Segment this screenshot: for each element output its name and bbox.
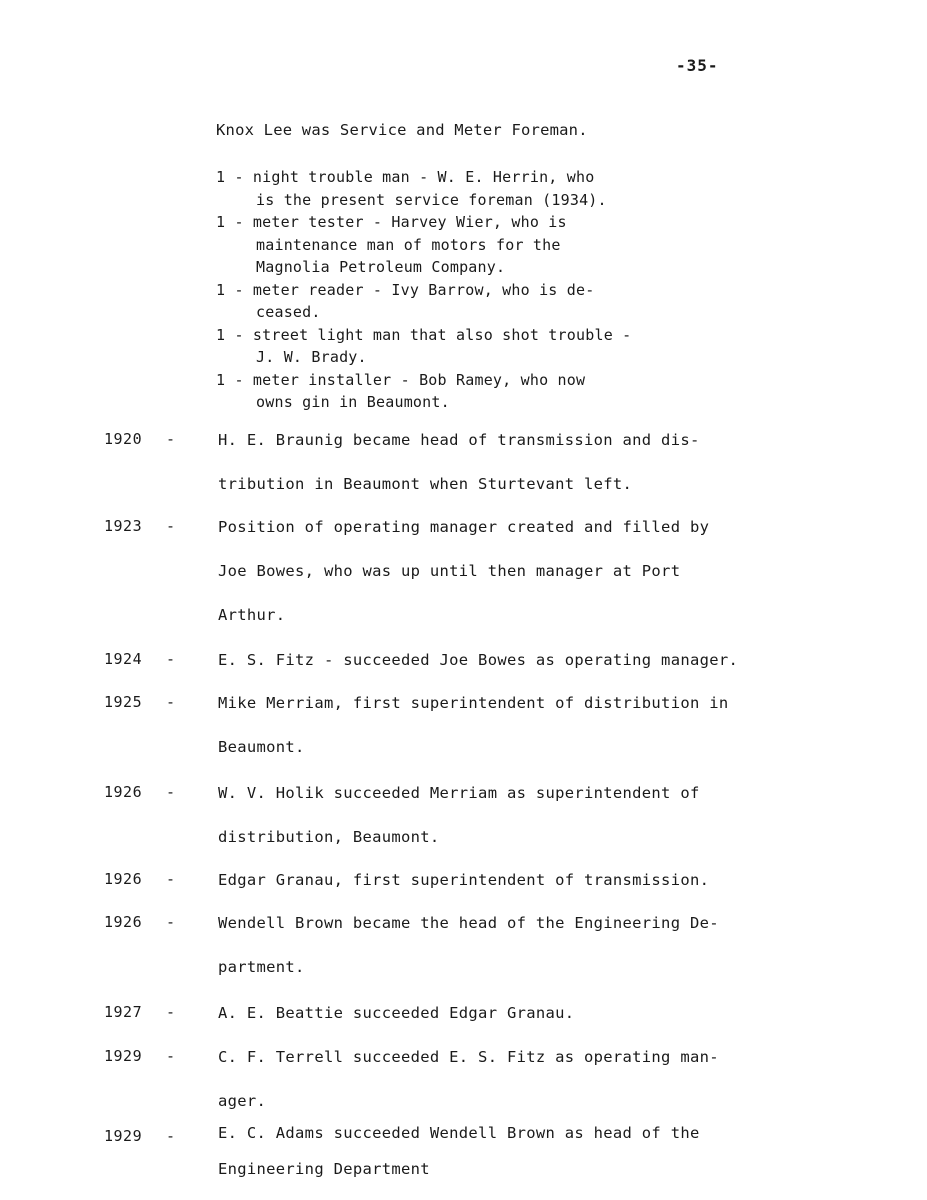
entry-text: Position of operating manager created and filled by Joe Bowes, who was up until then manager at Port Arthur. <box>218 518 710 624</box>
staff-item-continuation: Magnolia Petroleum Company. <box>256 258 506 276</box>
entry-dash: - <box>166 1127 176 1145</box>
entry-text: C. F. Terrell succeeded E. S. Fitz as operating man- ager. <box>218 1048 719 1110</box>
staff-item-line: 1 - meter tester - Harvey Wier, who is <box>216 213 567 231</box>
entry-dash: - <box>166 913 176 931</box>
staff-item-line: 1 - street light man that also shot trouble - <box>216 325 632 344</box>
entry-dash: - <box>166 430 176 448</box>
entry-text: Mike Merriam, first superintendent of distribution in Beaumont. <box>218 694 729 756</box>
entry-year: 1925 <box>104 693 143 711</box>
entry-text: Wendell Brown became the head of the Engineering De- partment. <box>218 914 719 976</box>
entry-text: E. C. Adams succeeded Wendell Brown as head of the Engineering Department <box>218 1124 700 1178</box>
page-number: -35- <box>676 56 719 75</box>
entry-year: 1926 <box>104 783 143 801</box>
staff-item-continuation: ceased. <box>256 303 321 321</box>
entry-text: A. E. Beattie succeeded Edgar Granau. <box>218 1004 575 1022</box>
entry-year: 1923 <box>104 517 143 535</box>
entry-dash: - <box>166 1047 176 1065</box>
entry-dash: - <box>166 650 176 668</box>
staff-item-continuation: J. W. Brady. <box>256 348 367 366</box>
entry-year: 1926 <box>104 913 143 931</box>
entry-text: Edgar Granau, first superintendent of transmission. <box>218 871 710 889</box>
entry-dash: - <box>166 517 176 535</box>
entry-year: 1927 <box>104 1003 143 1021</box>
entry-dash: - <box>166 693 176 711</box>
entry-text: W. V. Holik succeeded Merriam as superintendent of distribution, Beaumont. <box>218 784 700 846</box>
staff-item-continuation: is the present service foreman (1934). <box>256 190 607 209</box>
entry-year: 1929 <box>104 1047 143 1065</box>
entry-text: E. S. Fitz - succeeded Joe Bowes as operating manager. <box>218 651 739 669</box>
entry-dash: - <box>166 870 176 888</box>
staff-item-line: 1 - meter installer - Bob Ramey, who now <box>216 370 586 389</box>
staff-item-continuation: maintenance man of motors for the <box>256 235 561 254</box>
entry-year: 1924 <box>104 650 143 668</box>
entry-year: 1926 <box>104 870 143 888</box>
entry-text: H. E. Braunig became head of transmission and dis- tribution in Beaumont when Sturtevant left. <box>218 431 700 493</box>
entry-year: 1929 <box>104 1127 143 1145</box>
intro-line: Knox Lee was Service and Meter Foreman. <box>216 121 588 139</box>
entry-dash: - <box>166 1003 176 1021</box>
staff-item-line: 1 - night trouble man - W. E. Herrin, who <box>216 168 595 186</box>
entry-year: 1920 <box>104 430 143 448</box>
staff-item-line: 1 - meter reader - Ivy Barrow, who is de- <box>216 280 595 299</box>
staff-item-continuation: owns gin in Beaumont. <box>256 393 450 411</box>
entry-dash: - <box>166 783 176 801</box>
